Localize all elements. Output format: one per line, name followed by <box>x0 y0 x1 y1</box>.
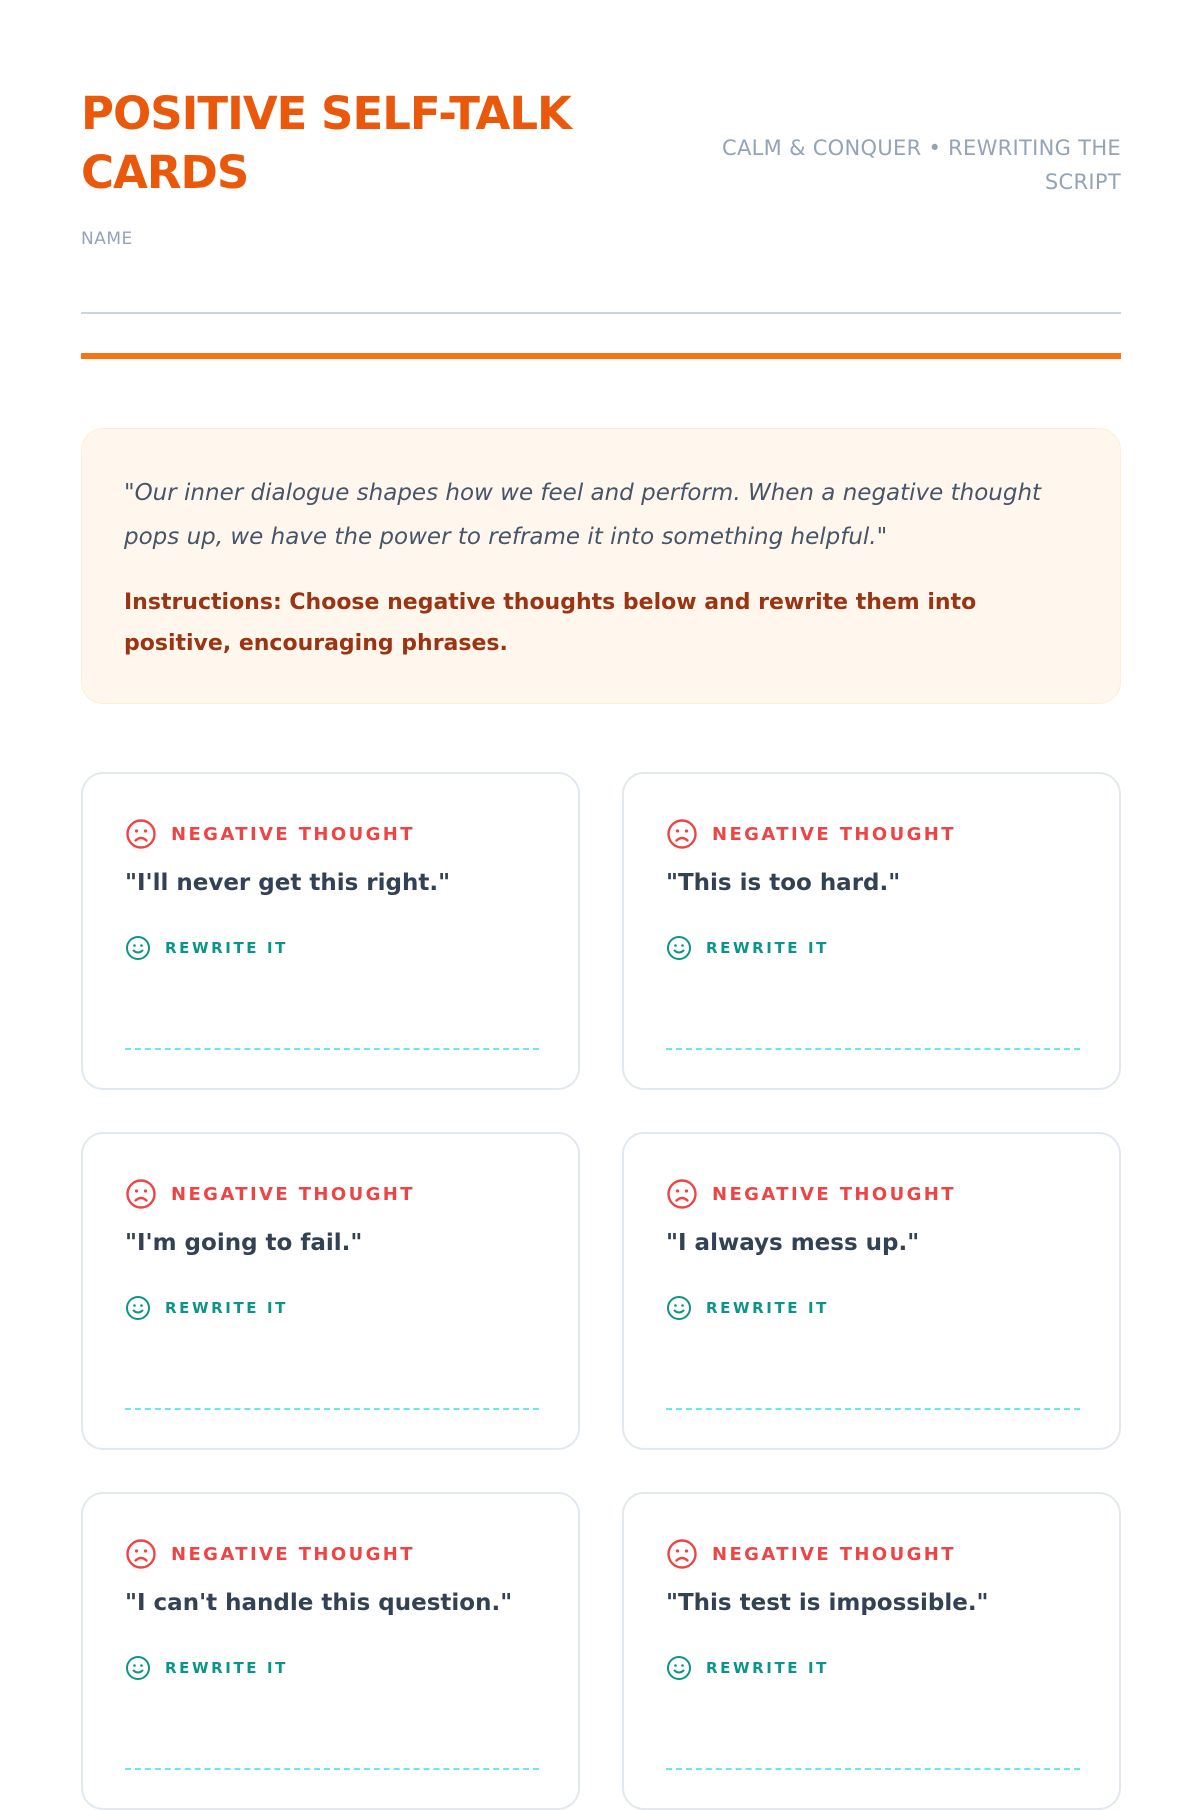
rewrite-header <box>666 1295 829 1321</box>
negative-thought-label: NEGATIVE THOUGHT <box>171 1543 415 1565</box>
smile-face-icon <box>125 1295 151 1321</box>
rewrite-input-line[interactable] <box>666 1768 1080 1770</box>
negative-thought-header <box>125 1538 415 1570</box>
negative-thought-label: NEGATIVE THOUGHT <box>712 823 956 845</box>
header <box>81 84 1121 204</box>
negative-thought-label: NEGATIVE THOUGHT <box>712 1543 956 1565</box>
negative-thought-header <box>125 1178 415 1210</box>
thought-card <box>622 1492 1121 1810</box>
negative-thought-header <box>666 818 956 850</box>
rewrite-header <box>125 935 288 961</box>
thought-card <box>81 772 580 1090</box>
sad-face-icon <box>125 818 157 850</box>
smile-face-icon <box>125 935 151 961</box>
negative-thought-text: "I'll never get this right." <box>125 870 451 896</box>
thought-card <box>622 1132 1121 1450</box>
rewrite-header <box>666 1655 829 1681</box>
negative-thought-text: "This is too hard." <box>666 870 901 896</box>
negative-thought-text: "I'm going to fail." <box>125 1230 363 1256</box>
smile-face-icon <box>666 1655 692 1681</box>
thought-card <box>81 1492 580 1810</box>
sad-face-icon <box>125 1178 157 1210</box>
sad-face-icon <box>666 818 698 850</box>
rewrite-input-line[interactable] <box>125 1048 539 1050</box>
name-input-line[interactable] <box>81 312 1121 314</box>
instructions-text: Instructions: Choose negative thoughts below and rewrite them into positive, encouraging phrases. <box>124 590 977 656</box>
intro-quote: "Our inner dialogue shapes how we feel and perform. When a negative thought pops up, we have the power to reframe it into something helpful." <box>124 480 1042 550</box>
header-divider <box>81 353 1121 359</box>
worksheet-page <box>81 0 1121 1677</box>
rewrite-label: REWRITE IT <box>165 939 288 957</box>
rewrite-label: REWRITE IT <box>706 1659 829 1677</box>
thought-card <box>622 772 1121 1090</box>
rewrite-header <box>125 1655 288 1681</box>
rewrite-input-line[interactable] <box>666 1048 1080 1050</box>
negative-thought-text: "I can't handle this question." <box>125 1590 513 1616</box>
negative-thought-label: NEGATIVE THOUGHT <box>712 1183 956 1205</box>
negative-thought-label: NEGATIVE THOUGHT <box>171 823 415 845</box>
intro-box <box>81 428 1121 704</box>
negative-thought-header <box>666 1178 956 1210</box>
rewrite-label: REWRITE IT <box>165 1659 288 1677</box>
negative-thought-text: "This test is impossible." <box>666 1590 989 1616</box>
sad-face-icon <box>666 1538 698 1570</box>
rewrite-label: REWRITE IT <box>706 939 829 957</box>
name-label: NAME <box>81 229 133 249</box>
smile-face-icon <box>666 935 692 961</box>
rewrite-input-line[interactable] <box>125 1408 539 1410</box>
negative-thought-header <box>125 818 415 850</box>
rewrite-input-line[interactable] <box>666 1408 1080 1410</box>
negative-thought-label: NEGATIVE THOUGHT <box>171 1183 415 1205</box>
rewrite-input-line[interactable] <box>125 1768 539 1770</box>
rewrite-label: REWRITE IT <box>706 1299 829 1317</box>
sad-face-icon <box>125 1538 157 1570</box>
rewrite-header <box>125 1295 288 1321</box>
smile-face-icon <box>666 1295 692 1321</box>
page-subtitle: CALM & CONQUER • REWRITING THE SCRIPT <box>722 136 1121 194</box>
rewrite-header <box>666 935 829 961</box>
negative-thought-header <box>666 1538 956 1570</box>
thought-card <box>81 1132 580 1450</box>
sad-face-icon <box>666 1178 698 1210</box>
smile-face-icon <box>125 1655 151 1681</box>
rewrite-label: REWRITE IT <box>165 1299 288 1317</box>
negative-thought-text: "I always mess up." <box>666 1230 920 1256</box>
page-title: POSITIVE SELF-TALK CARDS <box>81 87 571 199</box>
